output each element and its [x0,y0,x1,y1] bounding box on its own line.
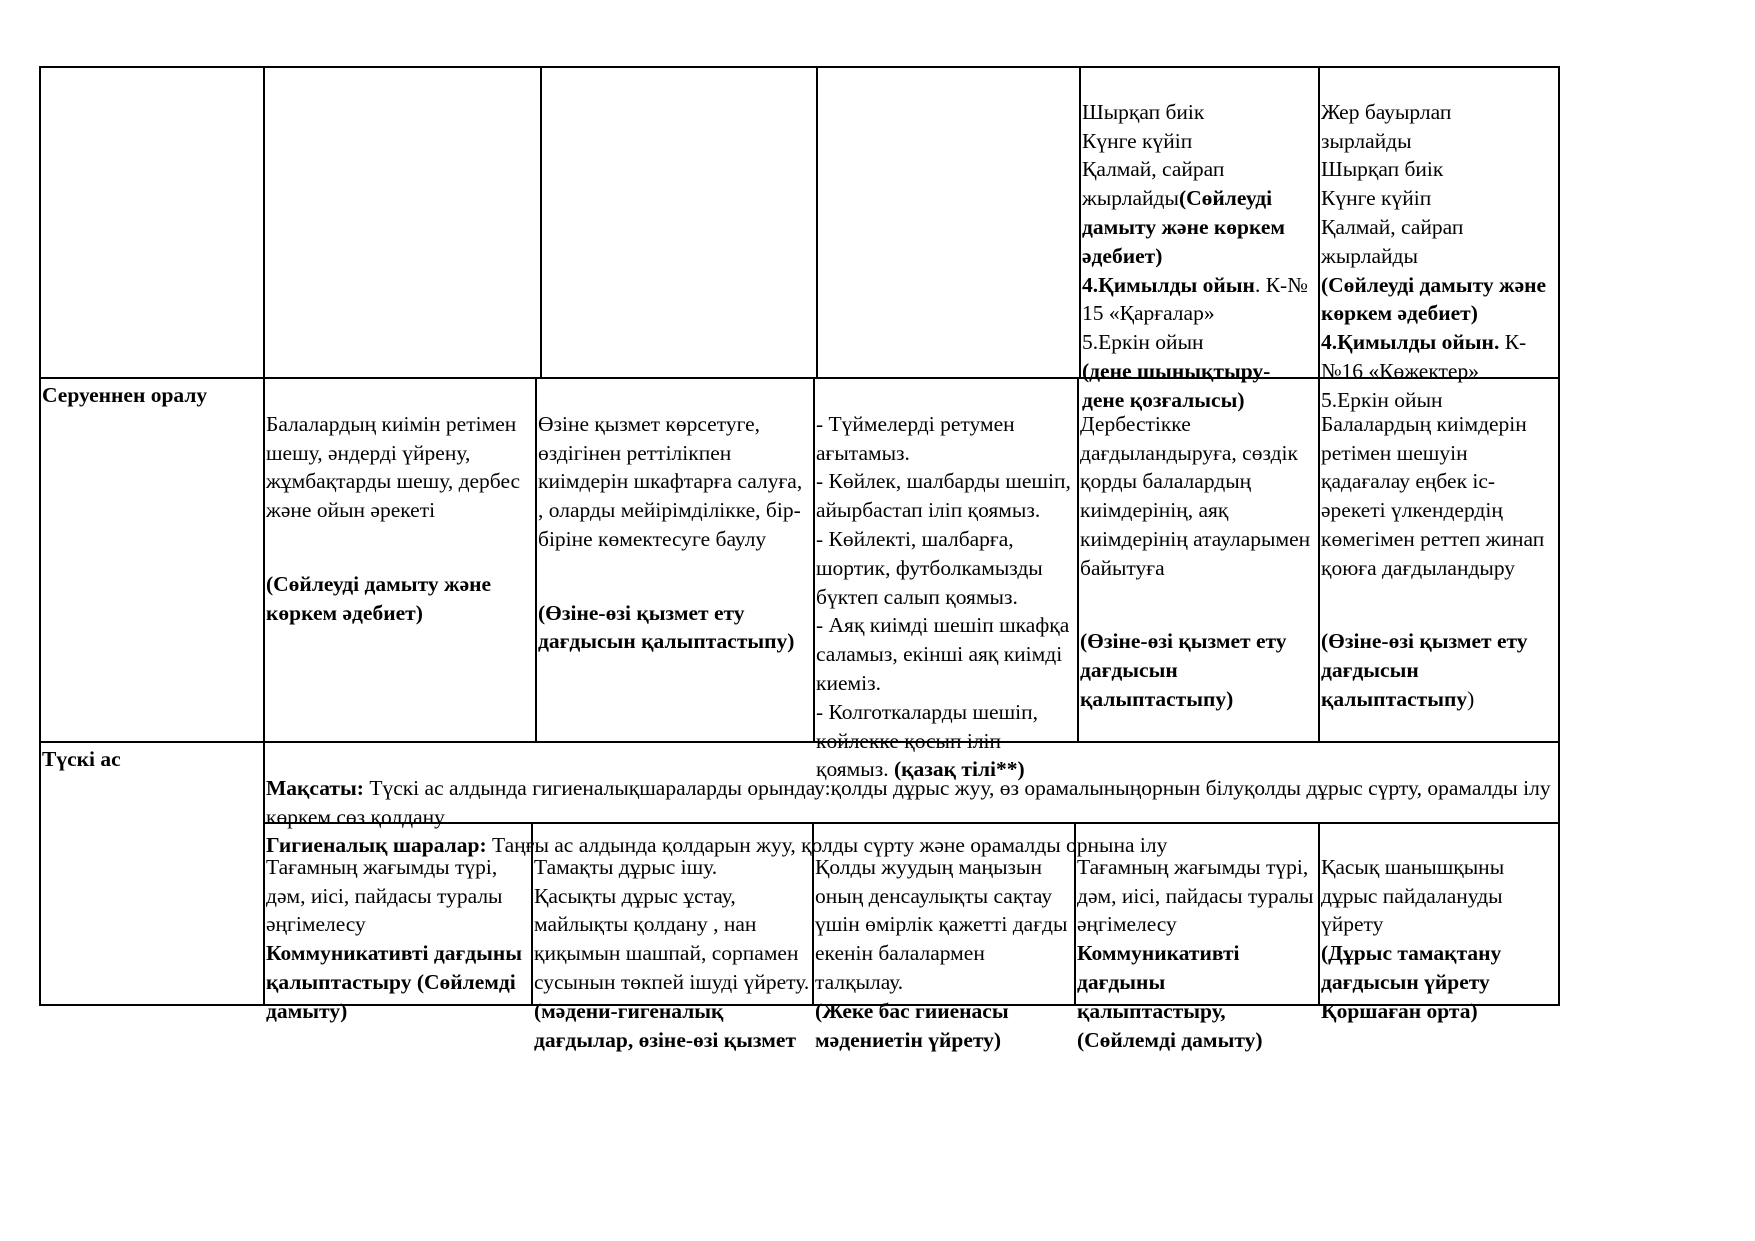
cell-text: Қасық шанышқыны дұрыс пайдалануды үйрету [1321,854,1505,937]
row3-col5-cell [1077,824,1317,1054]
cell-text: Балалардың киімдерін ретімен шешуін қадағалау еңбек іс-әрекеті үлкендердің көмегімен реттеп жинап қоюға дағдыландыру [1321,411,1545,580]
row3-col2-cell [266,824,530,1026]
goal-label: Мақсаты: [266,775,364,800]
cell-text-bold: Коммуникативті дағдыны қалыптастыру, (Сөйлемді дамыту) [1077,941,1263,1052]
cell-text: Дербестікке дағдыландыруға, сөздік қорды балалардың киімдерінің, аяқ киімдерінің атауларымен байытуға [1080,411,1311,580]
cell-text: Тағамның жағымды түрі, дәм, иісі, пайдасы туралы әңгімелесу [1077,854,1314,937]
cell-text: - Түймелерді ретумен ағытамыз. - Көйлек, шалбарды шешіп, айырбастап іліп қоямыз. - Көйлекті, шалбарға, шортик, футболкамызды бүктеп салып қоямыз. - Аяқ киімді шешіп шкафқа саламыз, екінші аяқ киімді киеміз. - Колготкаларды шешіп, көйлекке қосып іліп қоямыз. [816,411,1071,782]
col-divider [535,377,537,742]
col-divider [540,66,542,378]
cell-text-bold: (Жеке бас гииенасы мәдениетін үйрету) [815,998,1009,1052]
row2-col4-cell [816,381,1076,784]
cell-text-bold: (мәдени-гигеналық дағдылар, өзіне-өзі қызмет [534,998,797,1052]
goal-text: Түскі ас алдында гигиеналықшараларды орындау:қолды дұрыс жуу, өз орамалыныңорнын білуқолды дұрыс сүрту, орамалды ілу көркем сөз қолдану [266,775,1551,829]
cell-text: Балалардың киімін ретімен шешу, әндерді үйрену, жұмбақтарды шешу, дербес және ойын әрекеті [266,411,521,523]
row2-col2-cell [266,381,534,656]
cell-text-bold: (Дұрыс тамақтану дағдысын үйрету Қоршаған орта) [1321,941,1502,1023]
cell-text-bold: (Өзіне-өзі қызмет ету дағдысын қалыптастыпу) [1080,629,1287,711]
row2-col3-cell [538,381,812,685]
cell-text-bold: (қазақ тілі**) [893,757,1025,782]
cell-text: Тағамның жағымды түрі, дәм, иісі, пайдасы туралы әңгімелесу [266,854,503,937]
row3-col4-cell [815,824,1073,1054]
row1-col5-cell [1082,69,1318,415]
cell-text: ) [1467,686,1475,711]
cell-text-bold: (Сөйлеуді дамыту және көркем әдебиет) [1082,186,1286,268]
col-divider [813,377,815,742]
hygiene-label: Гигиеналық шаралар: [266,833,487,858]
cell-text-bold: (Өзіне-өзі қызмет ету дағдысын қалыптастыпу [1321,629,1528,711]
cell-text-bold: 4.Қимылды ойын. [1321,330,1500,355]
row2-col6-cell [1321,381,1557,743]
col-divider [263,66,265,1006]
row3-col3-cell [534,824,811,1052]
cell-text-bold: Коммуникативті дағдыны қалыптастыру (Сөйлемді дамыту) [266,941,523,1023]
cell-text-bold: (дене шынықтыру- дене қозғалысы) [1082,358,1271,412]
cell-text: Өзіне қызмет көрсетуге, өздігінен реттілікпен киімдерін шкафтарға салуға, , оларды мейірімділікке, бір-біріне көмектесуге баулу [538,411,803,551]
col-divider [1079,66,1081,378]
cell-text: Қолды жуудың маңызын оның денсаулықты сақтау үшін өмірлік қажетті дағды екенін балалармен талқылау. [815,854,1068,994]
row2-label: Серуеннен оралу [42,383,208,407]
cell-text-bold: (Сөйлеуді дамыту және көркем әдебиет) [1321,272,1547,326]
cell-text-bold: (Сөйлеуді дамыту және көркем әдебиет) [266,571,492,625]
col-divider [1077,377,1079,742]
cell-text: . К-№ 15 «Қарғалар» 5.Еркін ойын [1082,272,1308,355]
cell-text: Шырқап биік Күнге күйіп Қалмай, сайрап жырлайды [1082,99,1225,211]
col-divider [1318,377,1320,742]
col-divider [1318,66,1320,378]
row1-col6-cell [1321,69,1558,415]
cell-text: К-№16 «Көжектер» 5.Еркін ойын [1321,330,1527,412]
row2-col5-cell [1080,381,1316,743]
row3-col6-cell [1321,824,1557,1026]
col-divider [816,66,818,378]
row3-label: Түскі ас [42,747,121,771]
hygiene-text: Таңғы ас алдында қолдарын жуу, қолды сүрту және орамалды орнына ілу [486,833,1168,858]
cell-text-bold: (Өзіне-өзі қызмет ету дағдысын қалыптастыпу) [538,600,795,654]
cell-text: Тамақты дұрыс ішу. Қасықты дұрыс ұстау, майлықты қолдану , нан қиқымын шашпай, сорпамен сусынын төкпей ішуді үйрету. [534,854,810,994]
cell-text: Жер бауырлап зырлайды Шырқап биік Күнге күйіп Қалмай, сайрап жырлайды [1321,99,1464,268]
cell-text-bold: 4.Қимылды ойын [1082,272,1255,297]
